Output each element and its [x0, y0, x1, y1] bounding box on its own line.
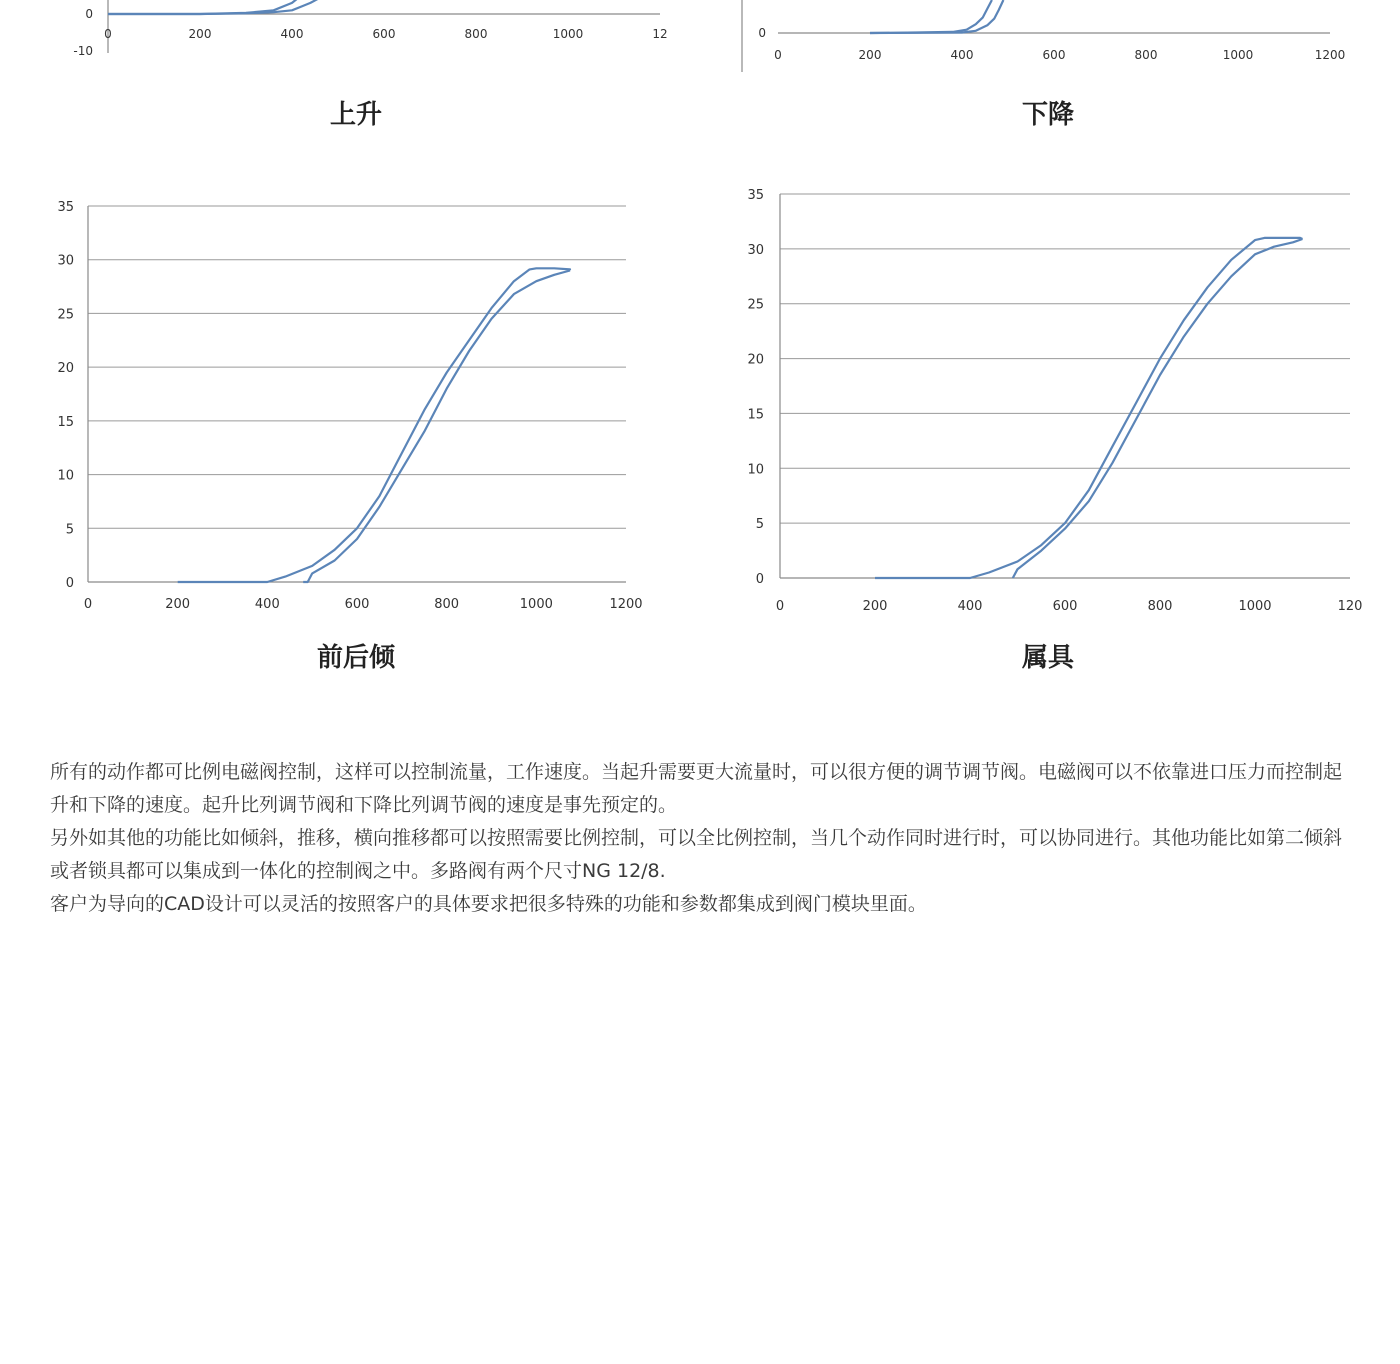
x-tick-label: 0 [775, 599, 785, 614]
y-tick-label: 20 [57, 361, 74, 377]
x-tick-label: 800 [1147, 599, 1173, 614]
chart-title-shuju: 属具 [1021, 643, 1074, 673]
x-tick-label: 200 [858, 48, 882, 62]
y-tick-label: 10 [747, 462, 764, 478]
y-tick-label: 30 [57, 253, 74, 269]
chart-xiajiang-svg [730, 0, 1350, 75]
y-tick-label: 10 [57, 468, 74, 484]
paragraph: 客户为导向的CAD设计可以灵活的按照客户的具体要求把很多特殊的功能和参数都集成到阀门模块里面。 [50, 893, 927, 915]
x-tick-label: 600 [1042, 48, 1066, 62]
y-tick-label: 5 [755, 517, 764, 533]
chart-shangsheng-svg [60, 0, 680, 70]
y-tick-label: 25 [57, 307, 74, 323]
x-tick-label: 600 [372, 27, 396, 41]
x-tick-label: 1000 [552, 27, 584, 41]
y-tick-label: 15 [747, 407, 764, 423]
description-text [50, 756, 1360, 921]
x-tick-label: 600 [344, 597, 370, 612]
y-tick-label: 0 [85, 7, 93, 21]
x-tick-label: 1200 [609, 597, 643, 612]
x-tick-label: 200 [862, 599, 888, 614]
y-tick-label: 35 [57, 200, 74, 215]
series-line-1 [870, 0, 992, 33]
chart-shangsheng [60, 0, 680, 70]
x-tick-label: 800 [1134, 48, 1158, 62]
series-line-2 [1013, 239, 1303, 578]
y-tick-label: -10 [73, 44, 93, 58]
paragraph: 另外如其他的功能比如倾斜，推移，横向推移都可以按照需要比例控制，可以全比例控制，当几个动作同时进行时，可以协同进行。其他功能比如第二倾斜或者锁具都可以集成到一体化的控制阀之中。多路阀有两个尺寸NG 12/8. [50, 827, 1343, 882]
y-tick-label: 30 [747, 242, 764, 258]
y-tick-label: 0 [65, 576, 74, 591]
x-tick-label: 800 [464, 27, 488, 41]
x-tick-label: 400 [280, 27, 304, 41]
x-tick-label: 200 [165, 597, 191, 612]
paragraph: 所有的动作都可比例电磁阀控制，这样可以控制流量，工作速度。当起升需要更大流量时，可以很方便的调节调节阀。电磁阀可以不依靠进口压力而控制起升和下降的速度。起升比列调节阀和下降比列调节阀的速度是事先预定的。 [50, 761, 1343, 816]
series-line-1 [178, 268, 570, 582]
y-tick-label: 35 [747, 188, 764, 203]
chart-title-qianhouqing: 前后倾 [316, 643, 395, 673]
chart-title-shangsheng: 上升 [329, 100, 382, 130]
x-tick-label: 0 [83, 597, 93, 612]
y-tick-label: 0 [758, 26, 766, 40]
y-tick-label: 15 [57, 414, 74, 430]
x-tick-label: 12 [652, 27, 668, 41]
x-tick-label: 600 [1052, 599, 1078, 614]
chart-qianhouqing-svg [40, 190, 660, 620]
y-tick-label: 20 [747, 352, 764, 368]
chart-title-xiajiang: 下降 [1021, 100, 1074, 130]
x-tick-label: 0 [774, 48, 782, 62]
chart-shuju [730, 178, 1370, 620]
series-line-1 [875, 238, 1303, 578]
x-tick-label: 200 [188, 27, 212, 41]
x-tick-label: 1000 [519, 597, 553, 612]
y-tick-label: 0 [755, 572, 764, 587]
x-tick-label: 400 [254, 597, 280, 612]
x-tick-label: 400 [957, 599, 983, 614]
x-tick-label: 1000 [1222, 48, 1254, 62]
chart-qianhouqing [40, 190, 660, 620]
chart-shuju-svg [730, 178, 1370, 620]
chart-xiajiang [730, 0, 1350, 75]
series-line-2 [303, 271, 570, 583]
x-tick-label: 400 [950, 48, 974, 62]
y-tick-label: 5 [65, 522, 74, 538]
series-line-2 [108, 0, 317, 14]
x-tick-label: 120 [1337, 599, 1363, 614]
x-tick-label: 1200 [1314, 48, 1346, 62]
x-tick-label: 800 [434, 597, 460, 612]
x-tick-label: 1000 [1238, 599, 1272, 614]
x-tick-label: 0 [104, 27, 112, 41]
y-tick-label: 25 [747, 297, 764, 313]
